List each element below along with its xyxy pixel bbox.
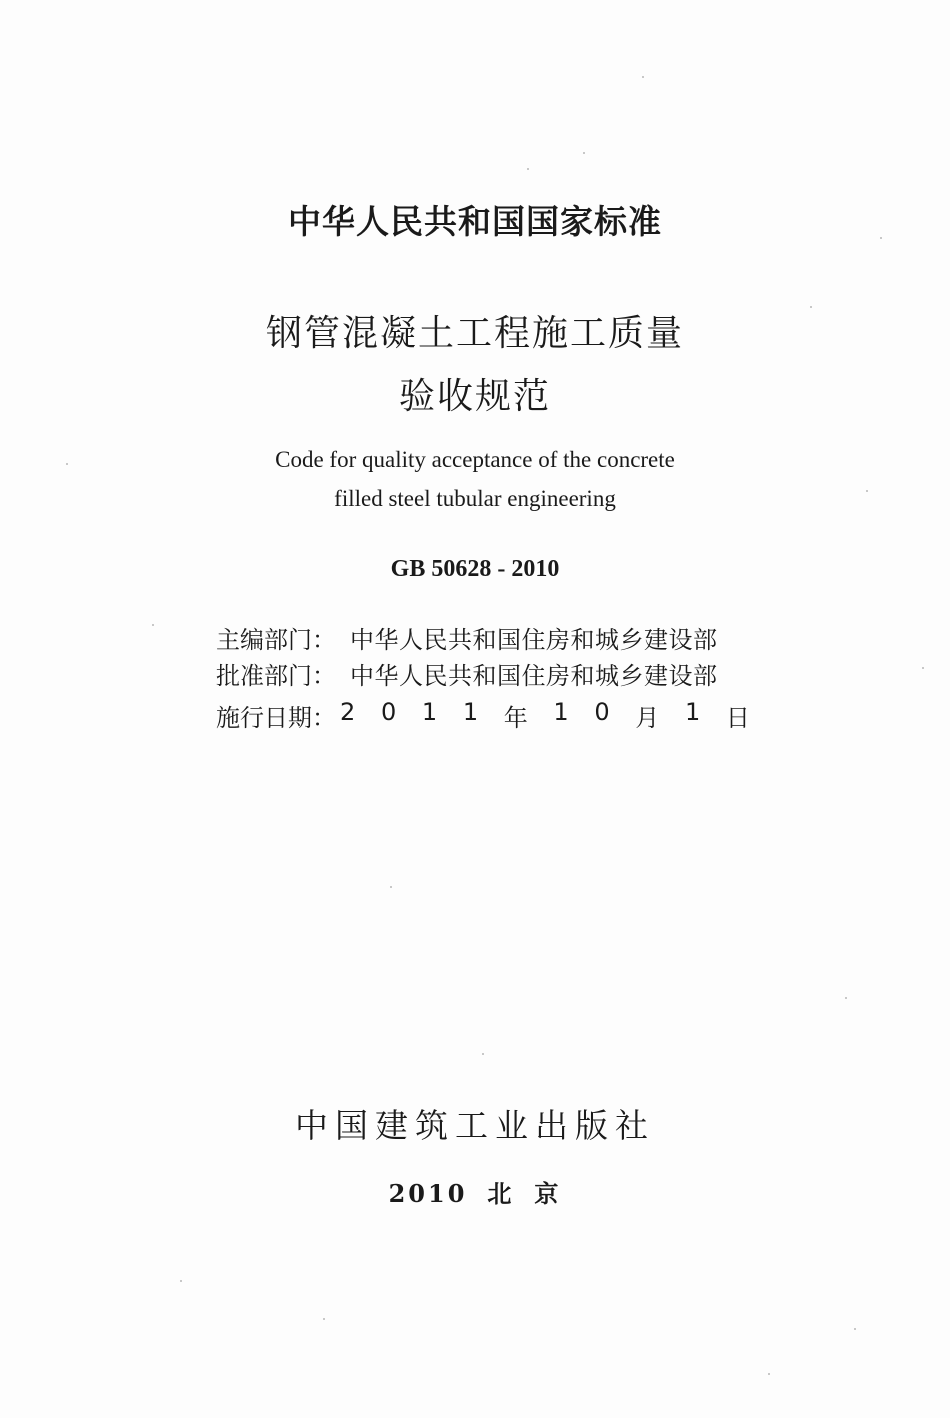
approver-department-row — [216, 656, 756, 688]
editor-department-label: 主编部门： — [216, 626, 336, 654]
scan-speck — [390, 886, 392, 888]
title-en-line1: Code for quality acceptance of the concrete — [275, 447, 675, 472]
scan-speck — [810, 306, 812, 308]
publication-city-char: 北 — [487, 1179, 515, 1208]
publication-year-place — [0, 1174, 950, 1209]
date-char: 月 — [635, 704, 660, 732]
approver-department-value: 中华人民共和国住房和城乡建设部 — [350, 662, 718, 690]
date-char: 0 — [594, 698, 610, 726]
standard-code: GB 50628 - 2010 — [390, 556, 560, 582]
scan-speck — [854, 1328, 856, 1330]
editor-department-row — [216, 620, 756, 652]
scan-speck — [482, 1053, 484, 1055]
editor-department-value: 中华人民共和国住房和城乡建设部 — [350, 626, 718, 654]
date-char: 1 — [553, 698, 569, 726]
date-char: 1 — [462, 698, 479, 726]
effective-date-label: 施行日期： — [216, 704, 336, 732]
publication-year: 2010 — [388, 1179, 468, 1208]
scan-speck — [527, 168, 529, 170]
effective-date-value — [340, 698, 750, 733]
date-char: 1 — [421, 698, 438, 726]
scan-speck — [180, 1280, 182, 1282]
scan-speck — [845, 997, 847, 999]
date-char: 2 — [340, 698, 356, 726]
date-char: 1 — [684, 698, 701, 726]
publisher-name: 中国建筑工业出版社 — [295, 1106, 655, 1145]
scan-speck — [880, 237, 882, 239]
scan-speck — [152, 624, 154, 626]
title-en-line2: filled steel tubular engineering — [334, 486, 616, 511]
scan-speck — [642, 76, 644, 78]
publication-city-char: 京 — [534, 1179, 562, 1208]
scan-speck — [583, 152, 585, 154]
scan-speck — [922, 667, 924, 669]
title-cn-line1: 钢管混凝土工程施工质量 — [265, 313, 684, 354]
date-char: 0 — [380, 698, 397, 726]
scan-speck — [866, 490, 868, 492]
date-char: 日 — [725, 704, 750, 732]
effective-date-row — [216, 698, 756, 730]
approver-department-label: 批准部门： — [216, 662, 336, 690]
scan-speck — [768, 1373, 770, 1375]
national-standard-heading: 中华人民共和国国家标准 — [288, 202, 662, 241]
scan-speck — [323, 1318, 325, 1320]
date-char: 年 — [503, 704, 528, 732]
scan-speck — [66, 463, 68, 465]
title-cn-line2: 验收规范 — [398, 376, 551, 417]
